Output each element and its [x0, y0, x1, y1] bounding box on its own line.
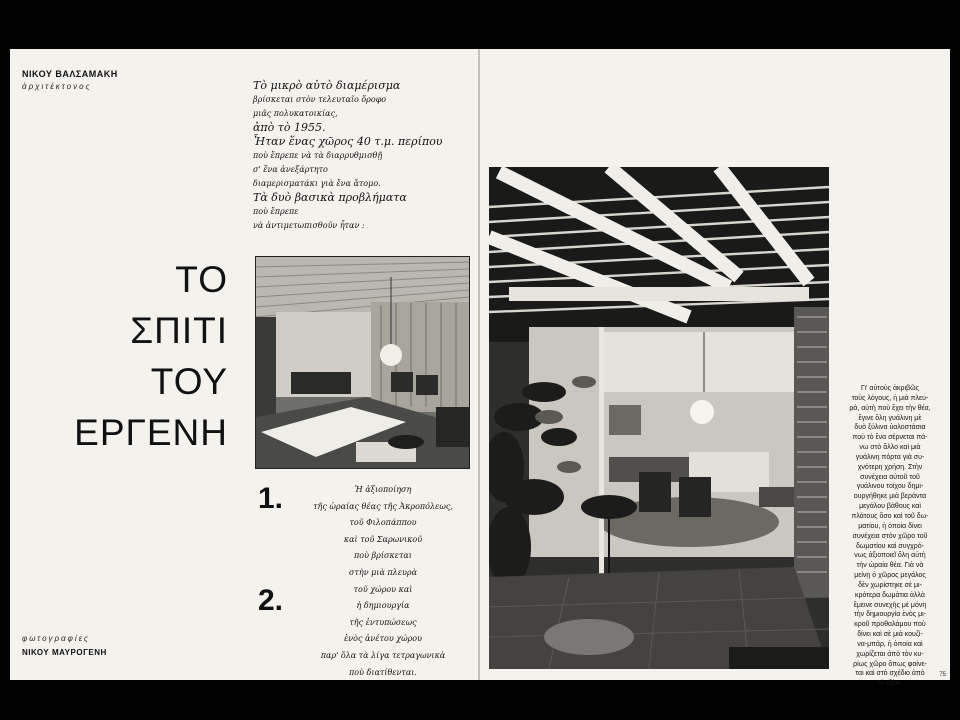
left-page — [10, 49, 478, 680]
interior-photo-icon — [255, 256, 470, 469]
body-line: κρότερα δωμάτια ἀλλὰ — [855, 591, 925, 599]
body-line: τὸ τζάκι. — [877, 680, 903, 688]
body-line: συνέχεια αὐτοῦ τοῦ — [860, 473, 920, 481]
article-title — [74, 254, 228, 458]
list-number: 2. — [258, 584, 284, 617]
photo-credit-label: φωτογραφίες — [22, 634, 90, 643]
body-text-column — [835, 384, 945, 689]
intro-line: σ' ἕνα ἀνεξάρτητο — [253, 165, 328, 174]
intro-line: Ἦταν ἕνας χῶρος 40 τ.μ. περίπου — [253, 135, 443, 148]
body-line: να-μπάρ, ἡ ὁποία καὶ — [857, 640, 923, 648]
list-line: στὴν μιὰ πλευρὰ — [349, 567, 417, 577]
intro-line: ποὺ ἔπρεπε νὰ τὰ διαρρυθμισθῇ — [253, 151, 383, 160]
page-number: 75 — [939, 672, 946, 678]
body-line: τοὺς λόγους, ἡ μιὰ πλευ- — [851, 394, 929, 402]
body-line: ἔμεινε συνεχὴς μὲ μόνη — [853, 601, 927, 609]
body-line: τὴν δημιουργία ἑνὸς μι- — [854, 611, 926, 619]
title-line: ΕΡΓΕΝΗ — [74, 412, 228, 453]
body-line: δωματίου καὶ συγχρό- — [856, 542, 924, 550]
list-line: Ἡ ἀξιοποίηση — [354, 485, 412, 494]
body-line: ἔγινε ὅλη γυάλινη μὲ — [858, 414, 922, 422]
author-role: ἀρχιτέκτονος — [22, 82, 92, 91]
body-line: δίνει καὶ σὲ μιὰ κουζί- — [857, 631, 923, 639]
author-name: ΝΙΚΟΥ ΒΑΛΣΑΜΑΚΗ — [22, 69, 118, 79]
list-line: τοῦ χώρου καὶ — [353, 584, 413, 594]
intro-line: ποὺ ἔπρεπε — [253, 207, 299, 216]
intro-line: βρίσκεται στὸν τελευταῖο ὄροφο — [253, 95, 387, 104]
list-line: ἑνὸς ἀνέτου χώρου — [344, 634, 422, 644]
intro-line: Τὸ μικρὸ αὐτὸ διαμέρισμα — [253, 79, 401, 92]
body-line: χωρίζεται ἀπὸ τὸν κυ- — [856, 650, 924, 658]
title-line: ΤΟ — [175, 259, 228, 300]
body-line: κροῦ προθαλάμου ποὺ — [854, 621, 926, 629]
list-line: παρ' ὅλα τὰ λίγα τετραγωνικὰ — [320, 650, 446, 660]
body-line: δυὸ ξύλινα ὑαλοστάσια — [854, 424, 926, 432]
body-line: ται καὶ στὸ σχέδιο ἀπὸ — [855, 670, 925, 678]
body-line: μείνῃ ὁ χῶρος μεγάλος — [854, 572, 926, 580]
list-line: τοῦ Φιλοπάππου — [349, 518, 417, 528]
body-line: δὲν χωρίστηκε σὲ μι- — [858, 581, 922, 589]
body-line: νως ἀξιοποιεῖ ὅλη αὐτὴ — [854, 552, 926, 560]
body-line: Γι' αὐτοὺς ἀκριβῶς — [861, 385, 919, 392]
body-line: χνότερη χρήση. Στὴν — [857, 463, 923, 471]
body-line: τὴν ὡραία θέα. Γιὰ νὰ — [856, 562, 924, 570]
list-text — [288, 482, 478, 681]
body-line: ουργήθηκε μιὰ βεράντα — [853, 493, 927, 501]
intro-line: ἀπὸ τὸ 1955. — [253, 121, 326, 134]
intro-paragraph — [253, 79, 478, 233]
body-line: μεγάλου βάθους καὶ — [859, 503, 921, 511]
body-line: ποὺ τὸ ἕνα σέρνεται πά- — [852, 434, 928, 442]
list-line: ἡ δημιουργία — [356, 601, 410, 611]
title-line: ΣΠΙΤΙ — [130, 310, 228, 351]
body-line: συνέχεια στὸν χῶρο τοῦ — [852, 532, 928, 540]
list-line: ποὺ βρίσκεται — [354, 551, 412, 561]
interior-veranda-photo-icon — [489, 167, 829, 669]
intro-line: μιᾶς πολυκατοικίας, — [253, 109, 338, 118]
body-line: ρά, αὐτὴ ποὺ ἔχει τὴν θέα, — [849, 404, 931, 412]
list-line: ποὺ διατίθενται. — [349, 667, 417, 677]
photographer-name: ΝΙΚΟΥ ΜΑΥΡΟΓΕΝΗ — [22, 648, 107, 657]
body-line: ματίου, ἡ ὁποία δίνει — [858, 522, 922, 530]
intro-line: διαμερισματάκι γιὰ ἕνα ἄτομο. — [253, 179, 381, 188]
body-line: ρίως χῶρο ὅπως φαίνε- — [853, 660, 927, 668]
body-line: πλάτους ὅσο καὶ τοῦ δω- — [851, 512, 929, 520]
intro-line: Τὰ δυὸ βασικὰ προβλήματα — [253, 191, 407, 204]
intro-line: νὰ ἀντιμετωπισθοῦν ἦταν : — [253, 221, 365, 230]
list-line: τῆς ὡραίας θέας τῆς Ἀκροπόλεως, — [313, 501, 453, 511]
right-page — [480, 49, 950, 688]
body-line: νω στὸ ἄλλο καὶ μιὰ — [859, 444, 921, 452]
body-line: γυάλινου τοίχου δημι- — [856, 483, 924, 491]
list-line: καὶ τοῦ Σαρωνικοῦ — [343, 534, 423, 544]
title-line: ΤΟΥ — [150, 361, 228, 402]
list-number: 1. — [258, 482, 284, 515]
body-line: γυάλινη πόρτα γιὰ συ- — [855, 453, 925, 461]
list-line: τῆς ἐντυπώσεως — [349, 617, 417, 627]
